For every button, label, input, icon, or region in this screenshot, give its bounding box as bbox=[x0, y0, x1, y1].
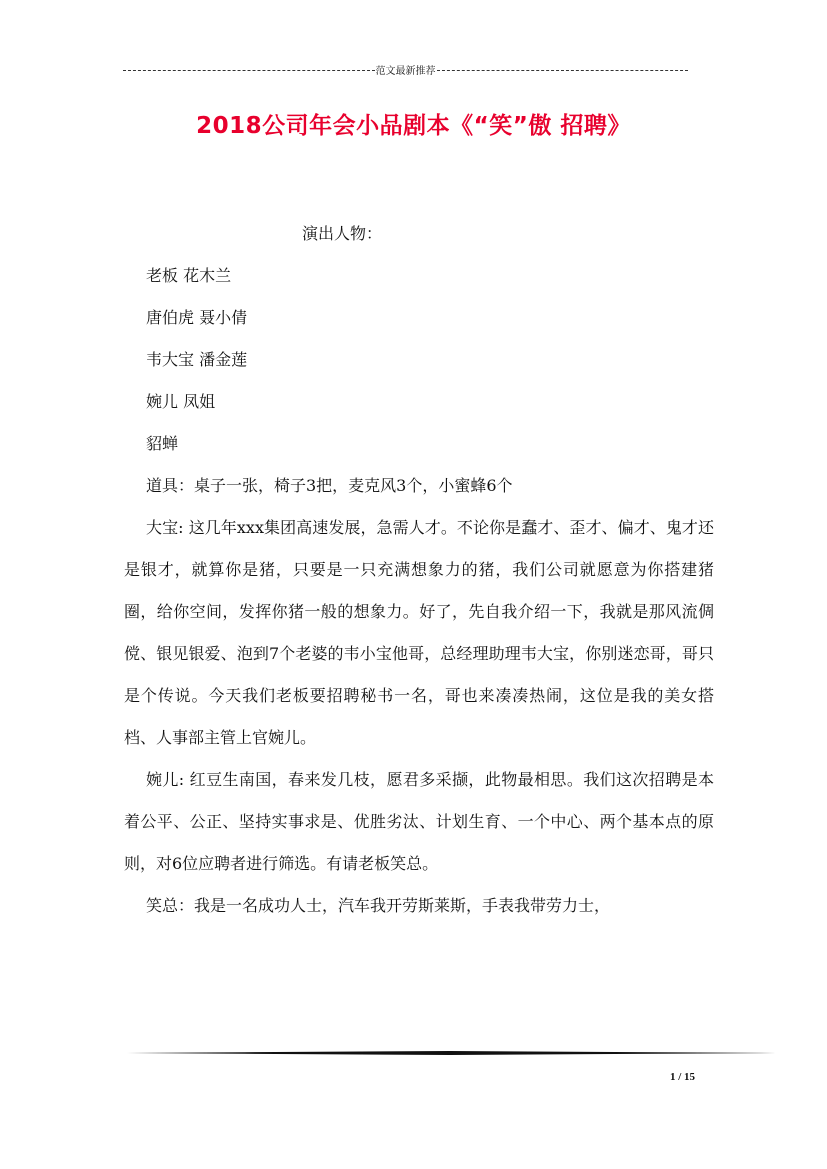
document-body bbox=[124, 213, 714, 927]
footer-rule bbox=[124, 1051, 776, 1055]
cast-line: 老板 花木兰 bbox=[146, 266, 232, 285]
running-header bbox=[123, 62, 688, 76]
document-title: 2018公司年会小品剧本《“笑”傲 招聘》 bbox=[196, 113, 631, 139]
cast-line: 婉儿 凤姐 bbox=[146, 392, 216, 411]
header-dash-left bbox=[123, 70, 375, 71]
cast-line: 唐伯虎 聂小倩 bbox=[146, 308, 248, 327]
dialogue-paragraph: 大宝: 这几年xxx集团高速发展，急需人才。不论你是蠢才、歪才、偏才、鬼才还是银才，就算你是猪，只要是一只充满想象力的猪，我们公司就愿意为你搭建猪圈，给你空间，发挥你猪一般的想象力。好了，先自我介绍一下，我就是那风流倜傥、银见银爱、泡到7个老婆的韦小宝他哥，总经理助理韦大宝，你别迷恋哥，哥只是个传说。今天我们老板要招聘秘书一名，哥也来凑凑热闹，这位是我的美女搭档、人事部主管上官婉儿。 bbox=[124, 518, 714, 747]
cast-line: 貂蝉 bbox=[146, 434, 179, 453]
page-number: 1 / 15 bbox=[670, 1071, 696, 1083]
cast-line: 韦大宝 潘金莲 bbox=[146, 350, 248, 369]
header-label: 范文最新推荐 bbox=[375, 65, 436, 77]
dialogue-paragraph: 笑总：我是一名成功人士，汽车我开劳斯莱斯，手表我带劳力士， bbox=[146, 896, 611, 915]
props-line: 道具：桌子一张，椅子3把，麦克风3个，小蜜蜂6个 bbox=[146, 476, 513, 495]
dialogue-paragraph: 婉儿: 红豆生南国，春来发几枝，愿君多采撷，此物最相思。我们这次招聘是本着公平、公正、坚持实事求是、优胜劣汰、计划生育、一个中心、两个基本点的原则，对6位应聘者进行筛选。有请老板笑总。 bbox=[124, 770, 714, 873]
cast-heading: 演出人物： bbox=[302, 224, 383, 243]
header-dash-right bbox=[437, 70, 689, 71]
